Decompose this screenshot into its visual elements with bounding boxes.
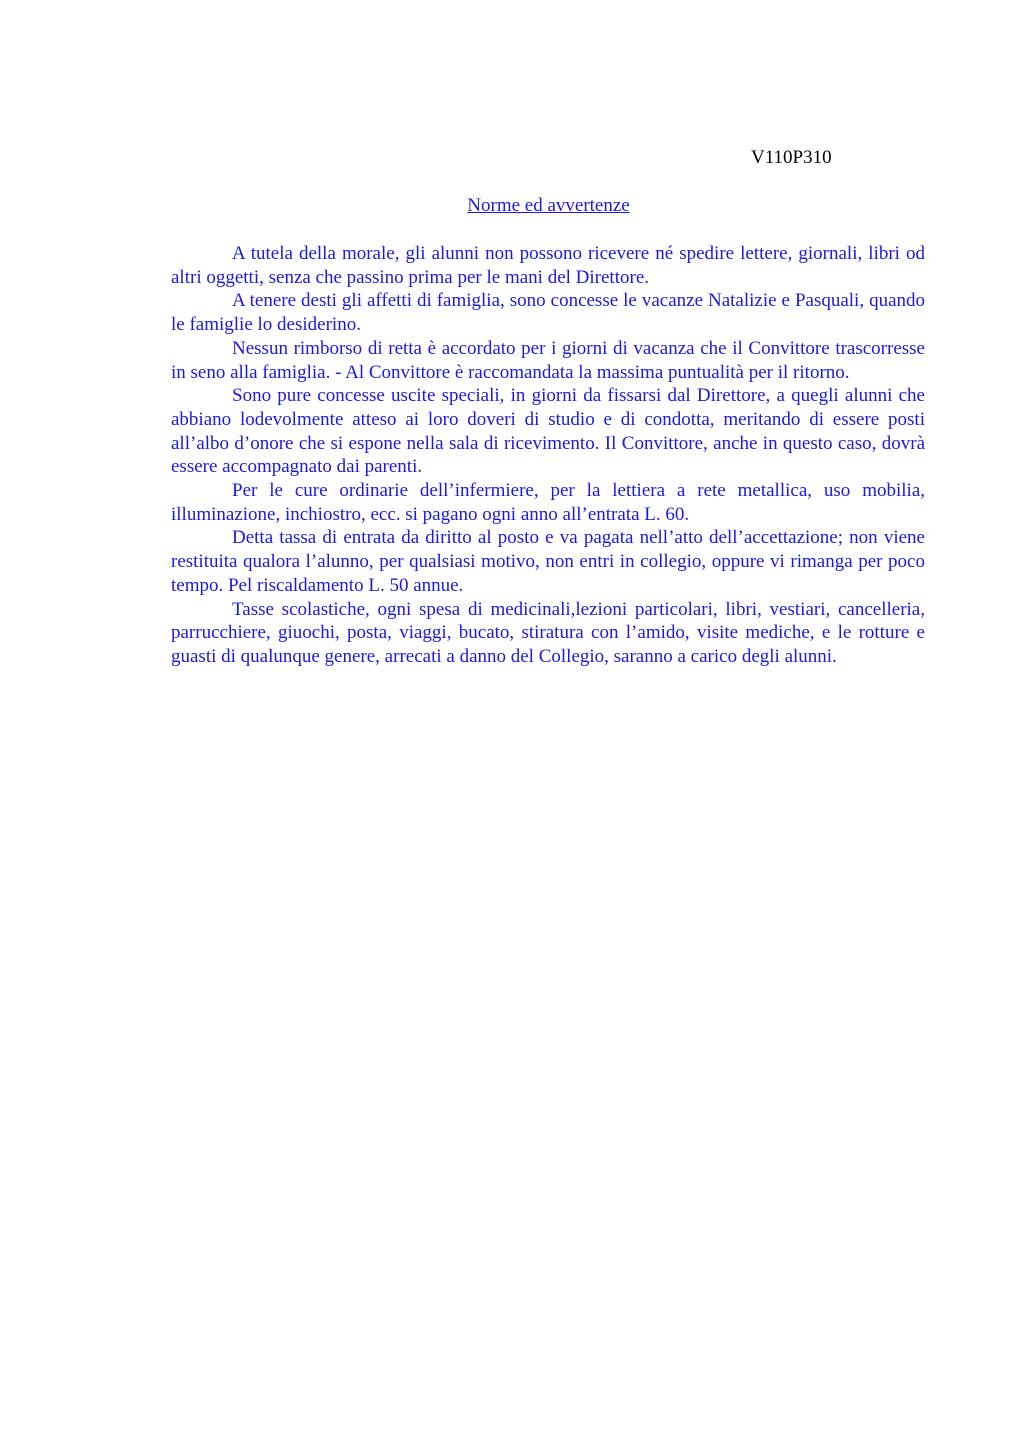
paragraph-annual-fee: Per le cure ordinarie dell’infermiere, per la lettiera a rete metallica, uso mobilia, illuminazione, inchiostro, ecc. si pagano ogni anno all’entrata L. 60. bbox=[171, 480, 925, 525]
paragraph-holidays: A tenere desti gli affetti di famiglia, sono concesse le vacanze Natalizie e Pasquali, quando le famiglie lo desiderino. bbox=[171, 290, 925, 336]
paragraph-refunds: Nessun rimborso di retta è accordato per i giorni di vacanza che il Convittore trascorresse in seno alla famiglia. - Al Convittore è raccomandata la massima puntualità per il ritorno. bbox=[171, 337, 925, 383]
paragraph-student-expenses: Tasse scolastiche, ogni spesa di medicinali,lezioni particolari, libri, vestiari, cancelleria, parrucchiere, giuochi, posta, viaggi, bucato, stiratura con l’amido, visite mediche, e le rotture e guasti di qualunque genere, arrecati a danno del Collegio, saranno a carico degli alunni. bbox=[171, 598, 925, 667]
document-id-code: V110P310 bbox=[751, 147, 832, 168]
document-title: Norme ed avvertenze bbox=[467, 195, 630, 216]
paragraph-entry-tax: Detta tassa di entrata da diritto al posto e va pagata nell’atto dell’accettazione; non viene restituita qualora l’alunno, per qualsiasi motivo, non entri in collegio, oppure vi rimanga per poco tempo. Pel riscaldamento L. 50 annue. bbox=[171, 527, 925, 596]
paragraph-correspondence: A tutela della morale, gli alunni non possono ricevere né spedire lettere, giornali, libri od altri oggetti, senza che passino prima per le mani del Direttore. bbox=[171, 243, 925, 288]
paragraph-special-outings: Sono pure concesse uscite speciali, in giorni da fissarsi dal Direttore, a quegli alunni che abbiano lodevolmente atteso ai loro doveri di studio e di condotta, meritando di essere posti all’albo d’onore che si espone nella sala di ricevimento. Il Convittore, anche in questo caso, dovrà essere accompagnato dai parenti. bbox=[171, 385, 925, 478]
document-body bbox=[171, 242, 925, 669]
